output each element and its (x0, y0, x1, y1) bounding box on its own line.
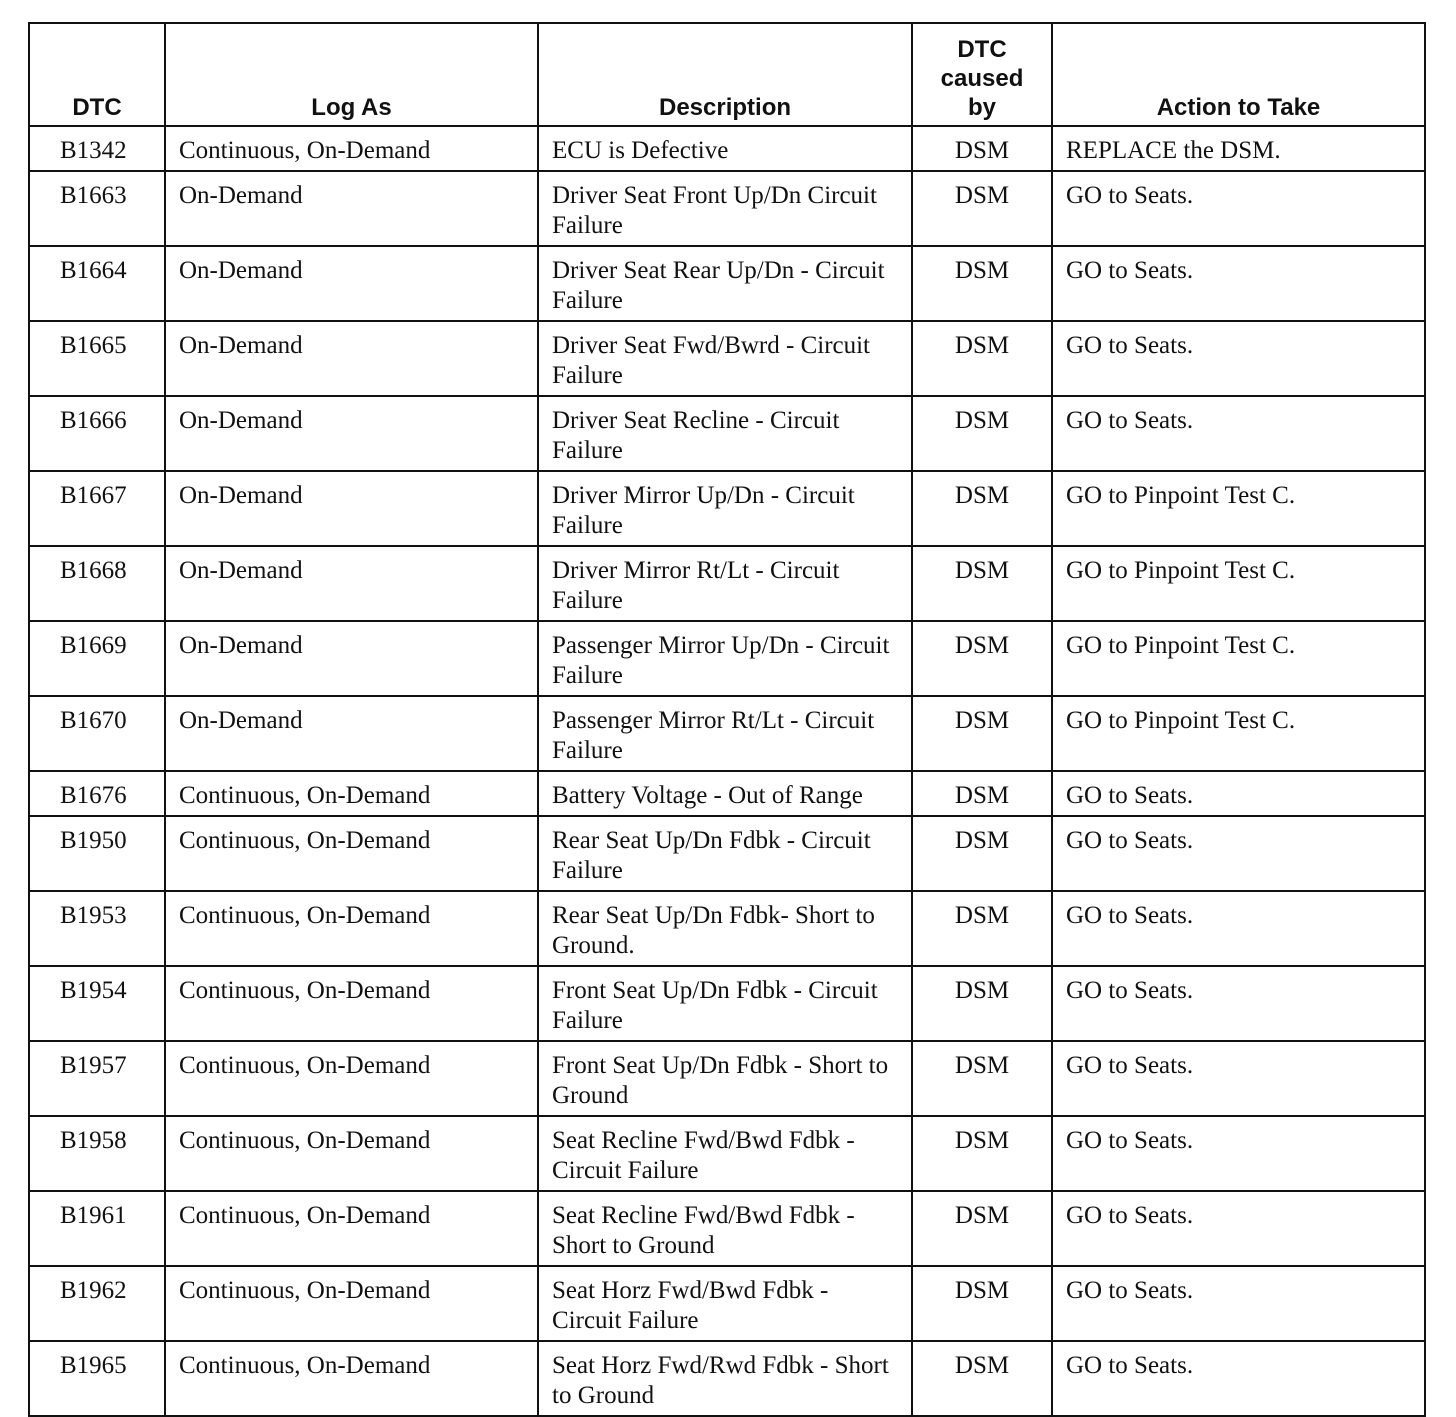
table-row (29, 621, 1425, 696)
log-as-cell: Continuous, On-Demand (165, 126, 538, 171)
dtc-code-cell: B1666 (29, 396, 165, 471)
description-cell: Driver Seat Rear Up/Dn - Circuit Failure (538, 246, 912, 321)
dtc-code-cell: B1676 (29, 771, 165, 816)
log-as-cell: Continuous, On-Demand (165, 966, 538, 1041)
description-cell: Front Seat Up/Dn Fdbk - Short to Ground (538, 1041, 912, 1116)
caused-by-cell: DSM (912, 321, 1052, 396)
action-cell: GO to Seats. (1052, 321, 1425, 396)
action-cell: GO to Seats. (1052, 1041, 1425, 1116)
caused-by-cell: DSM (912, 471, 1052, 546)
action-cell: GO to Seats. (1052, 396, 1425, 471)
description-cell: Seat Horz Fwd/Bwd Fdbk - Circuit Failure (538, 1266, 912, 1341)
action-cell: GO to Seats. (1052, 1116, 1425, 1191)
log-as-cell: On-Demand (165, 171, 538, 246)
table-row (29, 1266, 1425, 1341)
log-as-cell: Continuous, On-Demand (165, 1341, 538, 1416)
caused-by-cell: DSM (912, 621, 1052, 696)
table-row (29, 816, 1425, 891)
log-as-cell: Continuous, On-Demand (165, 1266, 538, 1341)
header-caused-by-line1: DTC (957, 36, 1007, 63)
action-cell: GO to Seats. (1052, 171, 1425, 246)
caused-by-cell: DSM (912, 126, 1052, 171)
caused-by-cell: DSM (912, 816, 1052, 891)
description-cell: Driver Seat Fwd/Bwrd - Circuit Failure (538, 321, 912, 396)
dtc-code-cell: B1962 (29, 1266, 165, 1341)
table-row (29, 126, 1425, 171)
log-as-cell: Continuous, On-Demand (165, 891, 538, 966)
document-page (28, 22, 1424, 1417)
table-row (29, 1191, 1425, 1266)
log-as-cell: On-Demand (165, 621, 538, 696)
caused-by-cell: DSM (912, 1341, 1052, 1416)
header-dtc: DTC (29, 23, 165, 126)
description-cell: Rear Seat Up/Dn Fdbk - Circuit Failure (538, 816, 912, 891)
caused-by-cell: DSM (912, 1116, 1052, 1191)
header-caused-by (912, 23, 1052, 126)
dtc-code-cell: B1950 (29, 816, 165, 891)
table-row (29, 1041, 1425, 1116)
header-caused-by-line2: caused (940, 65, 1024, 92)
description-cell: Seat Recline Fwd/Bwd Fdbk - Short to Ground (538, 1191, 912, 1266)
action-cell: GO to Pinpoint Test C. (1052, 471, 1425, 546)
action-cell: GO to Seats. (1052, 771, 1425, 816)
log-as-cell: Continuous, On-Demand (165, 771, 538, 816)
log-as-cell: Continuous, On-Demand (165, 1191, 538, 1266)
description-cell: Driver Seat Front Up/Dn Circuit Failure (538, 171, 912, 246)
header-description: Description (538, 23, 912, 126)
description-cell: Driver Seat Recline - Circuit Failure (538, 396, 912, 471)
caused-by-cell: DSM (912, 1191, 1052, 1266)
dtc-code-cell: B1958 (29, 1116, 165, 1191)
table-row (29, 471, 1425, 546)
table-row (29, 891, 1425, 966)
action-cell: GO to Seats. (1052, 246, 1425, 321)
log-as-cell: On-Demand (165, 546, 538, 621)
action-cell: GO to Seats. (1052, 1341, 1425, 1416)
table-header (29, 23, 1425, 126)
dtc-code-cell: B1670 (29, 696, 165, 771)
log-as-cell: Continuous, On-Demand (165, 816, 538, 891)
action-cell: GO to Pinpoint Test C. (1052, 621, 1425, 696)
dtc-code-cell: B1668 (29, 546, 165, 621)
log-as-cell: On-Demand (165, 696, 538, 771)
log-as-cell: On-Demand (165, 246, 538, 321)
log-as-cell: On-Demand (165, 321, 538, 396)
caused-by-cell: DSM (912, 1266, 1052, 1341)
caused-by-cell: DSM (912, 771, 1052, 816)
table-row (29, 1341, 1425, 1416)
dtc-code-cell: B1669 (29, 621, 165, 696)
caused-by-cell: DSM (912, 246, 1052, 321)
caused-by-cell: DSM (912, 966, 1052, 1041)
description-cell: ECU is Defective (538, 126, 912, 171)
header-log-as: Log As (165, 23, 538, 126)
description-cell: Driver Mirror Up/Dn - Circuit Failure (538, 471, 912, 546)
dtc-code-cell: B1663 (29, 171, 165, 246)
description-cell: Driver Mirror Rt/Lt - Circuit Failure (538, 546, 912, 621)
action-cell: GO to Seats. (1052, 891, 1425, 966)
table-row (29, 696, 1425, 771)
description-cell: Battery Voltage - Out of Range (538, 771, 912, 816)
header-caused-by-line3: by (967, 94, 996, 121)
caused-by-cell: DSM (912, 891, 1052, 966)
action-cell: GO to Seats. (1052, 1266, 1425, 1341)
log-as-cell: Continuous, On-Demand (165, 1116, 538, 1191)
caused-by-cell: DSM (912, 1041, 1052, 1116)
dtc-code-cell: B1665 (29, 321, 165, 396)
log-as-cell: Continuous, On-Demand (165, 1041, 538, 1116)
table-row (29, 1116, 1425, 1191)
action-cell: REPLACE the DSM. (1052, 126, 1425, 171)
log-as-cell: On-Demand (165, 396, 538, 471)
caused-by-cell: DSM (912, 171, 1052, 246)
table-row (29, 246, 1425, 321)
dtc-code-cell: B1961 (29, 1191, 165, 1266)
description-cell: Seat Horz Fwd/Rwd Fdbk - Short to Ground (538, 1341, 912, 1416)
table-row (29, 171, 1425, 246)
caused-by-cell: DSM (912, 396, 1052, 471)
table-row (29, 771, 1425, 816)
table-row (29, 396, 1425, 471)
action-cell: GO to Seats. (1052, 816, 1425, 891)
dtc-code-cell: B1954 (29, 966, 165, 1041)
dtc-code-cell: B1957 (29, 1041, 165, 1116)
caused-by-cell: DSM (912, 696, 1052, 771)
header-action: Action to Take (1052, 23, 1425, 126)
dtc-code-cell: B1965 (29, 1341, 165, 1416)
dtc-code-cell: B1342 (29, 126, 165, 171)
log-as-cell: On-Demand (165, 471, 538, 546)
dtc-table (28, 22, 1426, 1417)
header-row (29, 23, 1425, 126)
dtc-code-cell: B1953 (29, 891, 165, 966)
action-cell: GO to Pinpoint Test C. (1052, 546, 1425, 621)
dtc-code-cell: B1667 (29, 471, 165, 546)
description-cell: Passenger Mirror Rt/Lt - Circuit Failure (538, 696, 912, 771)
action-cell: GO to Seats. (1052, 1191, 1425, 1266)
table-row (29, 321, 1425, 396)
action-cell: GO to Pinpoint Test C. (1052, 696, 1425, 771)
caused-by-cell: DSM (912, 546, 1052, 621)
table-body (29, 126, 1425, 1416)
description-cell: Passenger Mirror Up/Dn - Circuit Failure (538, 621, 912, 696)
table-row (29, 546, 1425, 621)
table-row (29, 966, 1425, 1041)
description-cell: Seat Recline Fwd/Bwd Fdbk -Circuit Failure (538, 1116, 912, 1191)
description-cell: Rear Seat Up/Dn Fdbk- Short to Ground. (538, 891, 912, 966)
description-cell: Front Seat Up/Dn Fdbk - Circuit Failure (538, 966, 912, 1041)
action-cell: GO to Seats. (1052, 966, 1425, 1041)
dtc-code-cell: B1664 (29, 246, 165, 321)
